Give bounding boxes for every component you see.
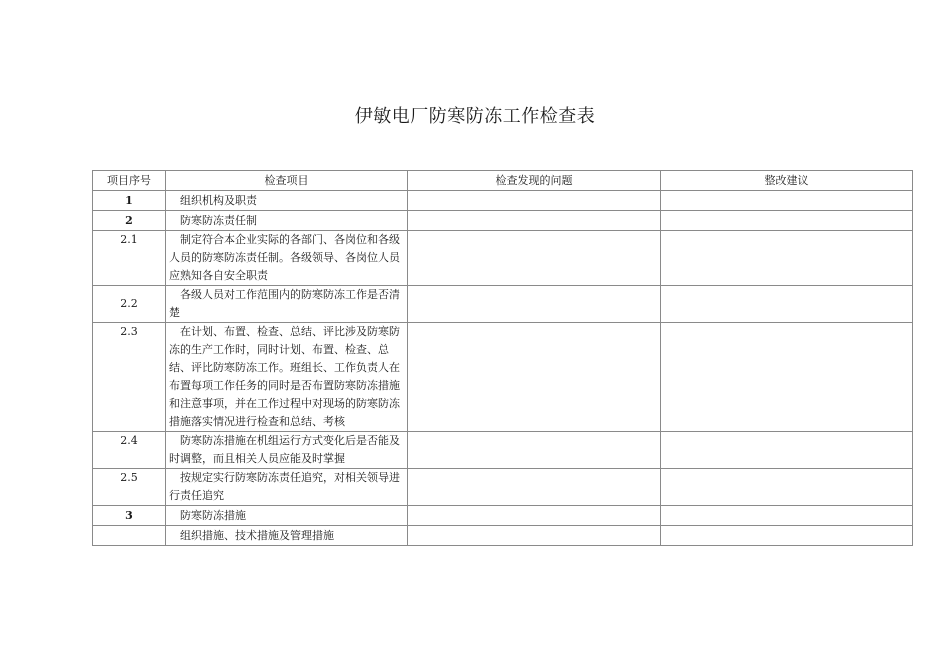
document-title: 伊敏电厂防寒防冻工作检查表 [354, 106, 596, 127]
row-issues-cell[interactable] [408, 432, 661, 469]
row-seq: 2.2 [93, 286, 166, 323]
table-header-row [93, 171, 913, 191]
row-issues-cell[interactable] [408, 211, 661, 231]
table-row [93, 231, 913, 286]
row-suggestions-cell[interactable] [661, 191, 913, 211]
row-item: 防寒防冻措施 [166, 506, 408, 526]
row-suggestions-cell[interactable] [661, 469, 913, 506]
row-seq: 1 [93, 191, 166, 211]
row-item: 组织措施、技术措施及管理措施 [166, 526, 408, 546]
row-seq: 2.3 [93, 323, 166, 432]
table-row [93, 469, 913, 506]
row-item: 在计划、布置、检查、总结、评比涉及防寒防冻的生产工作时，同时计划、布置、检查、总结、评比防寒防冻工作。班组长、工作负责人在布置每项工作任务的同时是否布置防寒防冻措施和注意事项，并在工作过程中对现场的防寒防冻措施落实情况进行检查和总结、考核 [166, 323, 408, 432]
row-issues-cell[interactable] [408, 231, 661, 286]
row-issues-cell[interactable] [408, 526, 661, 546]
table-row [93, 211, 913, 231]
row-issues-cell[interactable] [408, 286, 661, 323]
row-item: 组织机构及职责 [166, 191, 408, 211]
row-item: 按规定实行防寒防冻责任追究，对相关领导进行责任追究 [166, 469, 408, 506]
inspection-checklist-table [92, 170, 913, 546]
row-issues-cell[interactable] [408, 323, 661, 432]
table-row [93, 286, 913, 323]
header-issues: 检查发现的问题 [408, 171, 661, 191]
row-seq: 3 [93, 506, 166, 526]
row-suggestions-cell[interactable] [661, 432, 913, 469]
row-seq: 2.1 [93, 231, 166, 286]
row-suggestions-cell[interactable] [661, 323, 913, 432]
row-suggestions-cell[interactable] [661, 526, 913, 546]
row-item: 防寒防冻措施在机组运行方式变化后是否能及时调整，而且相关人员应能及时掌握 [166, 432, 408, 469]
row-item: 防寒防冻责任制 [166, 211, 408, 231]
header-suggestions: 整改建议 [661, 171, 913, 191]
row-suggestions-cell[interactable] [661, 231, 913, 286]
row-item: 制定符合本企业实际的各部门、各岗位和各级人员的防寒防冻责任制。各级领导、各岗位人员应熟知各自安全职责 [166, 231, 408, 286]
header-seq: 项目序号 [93, 171, 166, 191]
row-seq: 2 [93, 211, 166, 231]
row-issues-cell[interactable] [408, 506, 661, 526]
row-seq [93, 526, 166, 546]
table-row [93, 506, 913, 526]
table-row [93, 323, 913, 432]
row-issues-cell[interactable] [408, 469, 661, 506]
row-seq: 2.5 [93, 469, 166, 506]
row-suggestions-cell[interactable] [661, 506, 913, 526]
row-suggestions-cell[interactable] [661, 211, 913, 231]
row-seq: 2.4 [93, 432, 166, 469]
row-item: 各级人员对工作范围内的防寒防冻工作是否清楚 [166, 286, 408, 323]
table-row [93, 432, 913, 469]
row-suggestions-cell[interactable] [661, 286, 913, 323]
row-issues-cell[interactable] [408, 191, 661, 211]
table-row [93, 191, 913, 211]
table-row [93, 526, 913, 546]
header-item: 检查项目 [166, 171, 408, 191]
